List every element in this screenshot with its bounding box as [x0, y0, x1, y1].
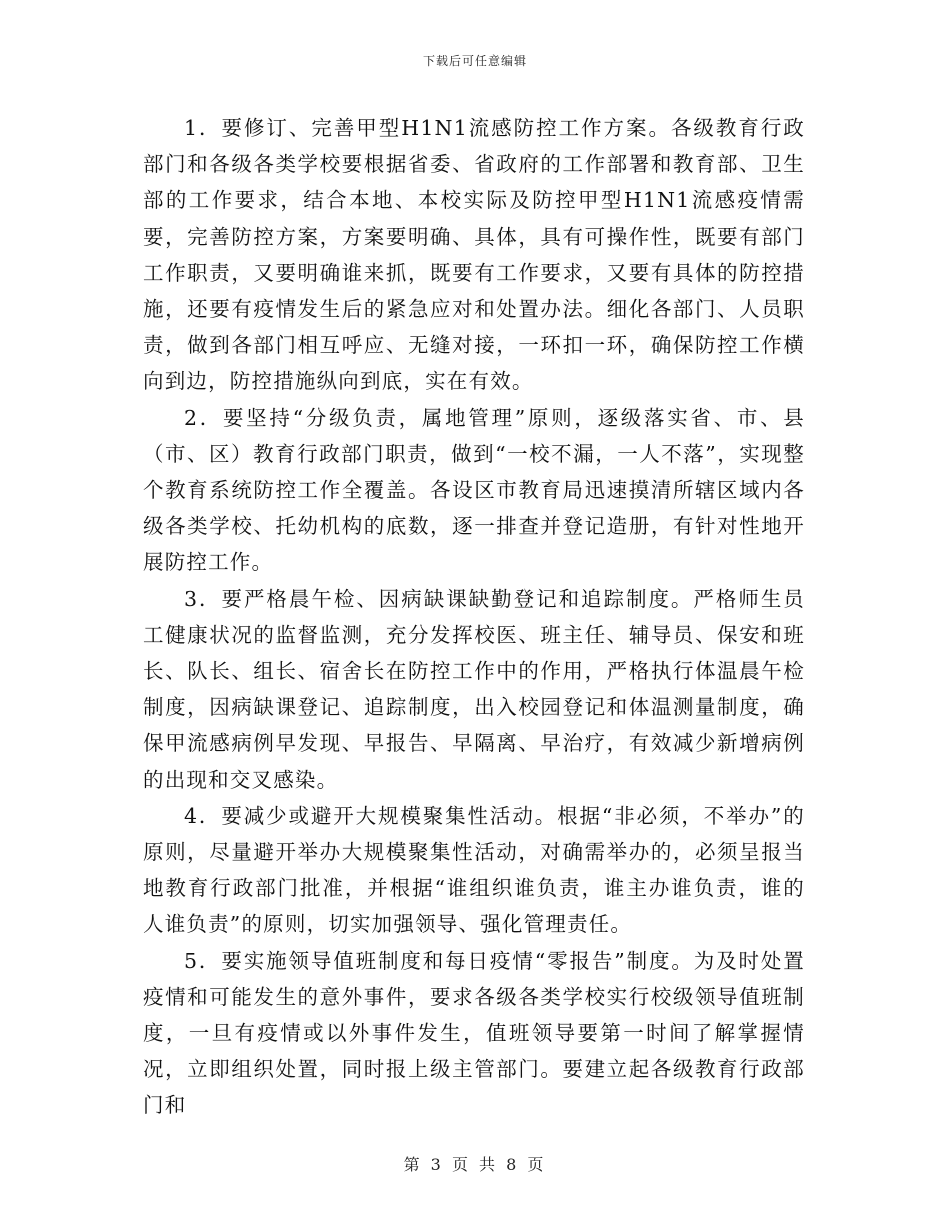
- paragraph-4: 4．要减少或避开大规模聚集性活动。根据“非必须，不举办”的原则，尽量避开举办大规模聚集性活动，对确需举办的，必须呈报当地教育行政部门批准，并根据“谁组织谁负责，谁主办谁负责，谁的人谁负责”的原则，切实加强领导、强化管理责任。: [143, 803, 805, 937]
- document-body: [143, 110, 805, 1124]
- paragraph-3: 3．要严格晨午检、因病缺课缺勤登记和追踪制度。严格师生员工健康状况的监督监测，充分发挥校医、班主任、辅导员、保安和班长、队长、组长、宿舍长在防控工作中的作用，严格执行体温晨午检制度，因病缺课登记、追踪制度，出入校园登记和体温测量制度，确保甲流感病例早发现、早报告、早隔离、早治疗，有效减少新增病例的出现和交叉感染。: [143, 586, 805, 792]
- page-header: 下载后可任意编辑: [422, 54, 527, 68]
- page-number-footer: 第 3 页 共 8 页: [403, 1155, 547, 1174]
- paragraph-2: 2．要坚持“分级负责，属地管理”原则，逐级落实省、市、县（市、区）教育行政部门职责，做到“一校不漏，一人不落”，实现整个教育系统防控工作全覆盖。各设区市教育局迅速摸清所辖区域内各级各类学校、托幼机构的底数，逐一排查并登记造册，有针对性地开展防控工作。: [143, 405, 805, 575]
- paragraph-1: 1．要修订、完善甲型H1N1流感防控工作方案。各级教育行政部门和各级各类学校要根据省委、省政府的工作部署和教育部、卫生部的工作要求，结合本地、本校实际及防控甲型H1N1流感疫情需要，完善防控方案，方案要明确、具体，具有可操作性，既要有部门工作职责，又要明确谁来抓，既要有工作要求，又要有具体的防控措施，还要有疫情发生后的紧急应对和处置办法。细化各部门、人员职责，做到各部门相互呼应、无缝对接，一环扣一环，确保防控工作横向到边，防控措施纵向到底，实在有效。: [143, 116, 805, 394]
- paragraph-5: 5．要实施领导值班制度和每日疫情“零报告”制度。为及时处置疫情和可能发生的意外事件，要求各级各类学校实行校级领导值班制度，一旦有疫情或以外事件发生，值班领导要第一时间了解掌握情况，立即组织处置，同时报上级主管部门。要建立起各级教育行政部门和: [143, 948, 805, 1118]
